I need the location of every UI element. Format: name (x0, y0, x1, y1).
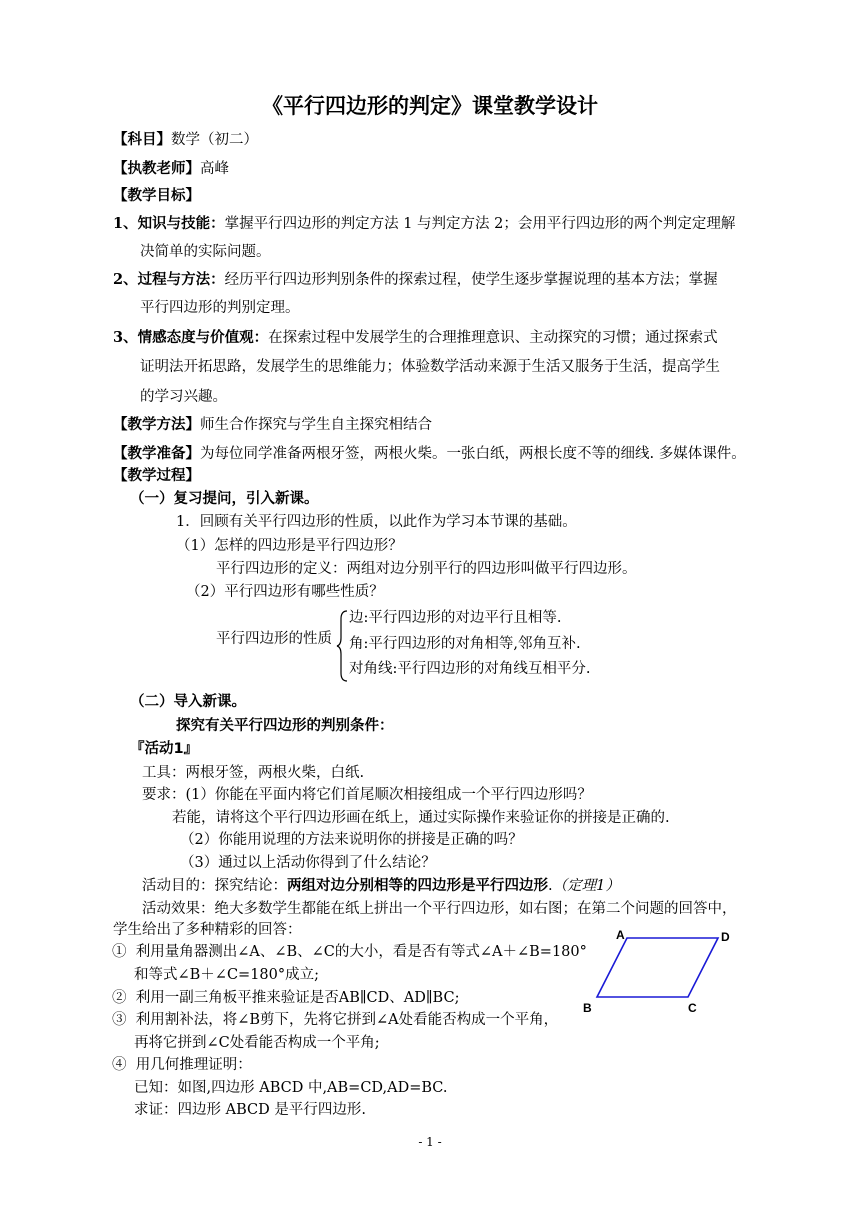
goal-3-line (113, 328, 718, 348)
document-title: 《平行四边形的判定》课堂教学设计 (262, 94, 598, 118)
properties-brace (336, 609, 350, 683)
answer-3-cont: 再将它拼到∠C处看能否构成一个平角; (134, 1035, 380, 1051)
purpose-period: . (548, 878, 553, 894)
answer-4-text: 用几何推理证明： (135, 1057, 252, 1073)
activity-req-1: 要求：(1）你能在平面内将它们首尾顺次相接组成一个平行四边形吗？ (142, 787, 592, 803)
activity-effect-2: 学生给出了多种精彩的回答： (113, 922, 302, 938)
parallelogram-shape (597, 938, 718, 997)
goal-3-num: 3、 (113, 329, 138, 346)
goal-1-num: 1、 (113, 215, 138, 232)
activity-req-2: （2）你能用说理的方法来说明你的拼接是正确的吗？ (180, 832, 523, 848)
section-2-subheading: 探究有关平行四边形的判别条件： (176, 717, 394, 734)
answer-4-line (112, 1055, 252, 1075)
goal-1-text: 掌握平行四边形的判定方法 1 与判定方法 2；会用平行四边形的两个判定定理解 (224, 216, 736, 232)
goal-3-cont-1: 证明法开拓思路，发展学生的思维能力；体验数学活动来源于生活又服务于生活，提高学生 (140, 359, 720, 375)
goal-1-label: 知识与技能： (137, 215, 225, 232)
answer-1-line (112, 942, 587, 962)
goals-heading: 【教学目标】 (113, 187, 200, 204)
answer-4-num: ④ (112, 1057, 127, 1073)
goal-2-label: 过程与方法： (137, 271, 225, 288)
property-angles: 角:平行四边形的对角相等,邻角互补. (349, 636, 581, 652)
goal-1-line (113, 214, 735, 234)
method-line (113, 415, 432, 435)
theorem-1-tag: （定理1） (552, 878, 620, 894)
theorem-1-statement: 两组对边分别相等的四边形是平行四边形 (287, 877, 548, 894)
parallelogram-figure (576, 924, 746, 1016)
answer-1-text: 利用量角器测出∠A、∠B、∠C的大小，看是否有等式∠A＋∠B=180° (135, 944, 587, 960)
page-number: - 1 - (418, 1135, 442, 1149)
goal-2-text: 经历平行四边形判别条件的探索过程，使学生逐步掌握说理的基本方法；掌握 (224, 272, 718, 288)
subject-line (113, 130, 258, 150)
method-value: 师生合作探究与学生自主探究相结合 (200, 417, 432, 433)
teacher-label: 【执教老师】 (113, 160, 200, 177)
answer-2-line (112, 988, 459, 1008)
activity-effect-1: 活动效果：绝大多数学生都能在纸上拼出一个平行四边形，如右图；在第二个问题的回答中， (142, 901, 737, 917)
parallelogram-definition: 平行四边形的定义：两组对边分别平行的四边形叫做平行四边形。 (216, 561, 637, 577)
subject-label: 【科目】 (113, 131, 171, 148)
answer-3-text: 利用割补法，将∠B剪下，先将它拼到∠A处看能否构成一个平角， (135, 1012, 559, 1028)
goal-3-cont-2: 的学习兴趣。 (140, 389, 227, 405)
vertex-label-a: A (616, 928, 625, 942)
activity-title: 『活动1』 (130, 741, 199, 757)
activity-purpose (142, 876, 620, 896)
prove-statement: 求证：四边形 ABCD 是平行四边形. (134, 1102, 366, 1118)
goal-2-line (113, 270, 718, 290)
answer-1-num: ① (112, 944, 127, 960)
properties-label: 平行四边形的性质 (216, 631, 332, 647)
activity-req-1b: 若能，请将这个平行四边形画在纸上，通过实际操作来验证你的拼接是正确的. (172, 810, 670, 826)
answer-2-num: ② (112, 990, 127, 1006)
activity-tools: 工具：两根牙签，两根火柴，白纸. (142, 765, 365, 781)
process-heading: 【教学过程】 (113, 467, 200, 484)
answer-3-num: ③ (112, 1012, 127, 1028)
given-statement: 已知：如图,四边形 ABCD 中,AB=CD,AD=BC. (134, 1080, 448, 1096)
prep-label: 【教学准备】 (113, 445, 200, 462)
property-sides: 边:平行四边形的对边平行且相等. (349, 610, 562, 626)
subject-value: 数学（初二） (171, 132, 258, 148)
vertex-label-d: D (721, 930, 730, 944)
teacher-value: 高峰 (200, 161, 229, 177)
teacher-line (113, 159, 229, 179)
activity-req-3: （3）通过以上活动你得到了什么结论？ (180, 855, 436, 871)
section-1-intro: 1．回顾有关平行四边形的性质，以此作为学习本节课的基础。 (176, 514, 577, 530)
section-1-heading: （一）复习提问，引入新课。 (130, 490, 319, 507)
answer-1-cont: 和等式∠B＋∠C=180°成立; (134, 967, 320, 983)
property-diagonals: 对角线:平行四边形的对角线互相平分. (349, 661, 591, 677)
goal-3-text: 在探索过程中发展学生的合理推理意识、主动探究的习惯；通过探索式 (268, 330, 718, 346)
section-2-heading: （二）导入新课。 (130, 693, 246, 710)
answer-3-line (112, 1010, 558, 1030)
goal-1-cont: 决简单的实际问题。 (140, 244, 271, 260)
answer-2-text: 利用一副三角板平推来验证是否AB∥CD、AD∥BC; (135, 990, 460, 1006)
method-label: 【教学方法】 (113, 416, 200, 433)
section-1-q2: （2）平行四边形有哪些性质？ (186, 584, 384, 600)
section-1-q1: （1）怎样的四边形是平行四边形？ (176, 538, 403, 554)
goal-3-label: 情感态度与价值观： (137, 329, 269, 346)
goal-2-num: 2、 (113, 271, 138, 288)
prep-value: 为每位同学准备两根牙签，两根火柴。一张白纸，两根长度不等的细线. 多媒体课件。 (200, 446, 746, 462)
vertex-label-b: B (583, 1001, 592, 1015)
vertex-label-c: C (688, 1001, 697, 1015)
purpose-label: 活动目的：探究结论： (142, 878, 287, 894)
prep-line (113, 444, 746, 464)
goal-2-cont: 平行四边形的判别定理。 (140, 300, 300, 316)
